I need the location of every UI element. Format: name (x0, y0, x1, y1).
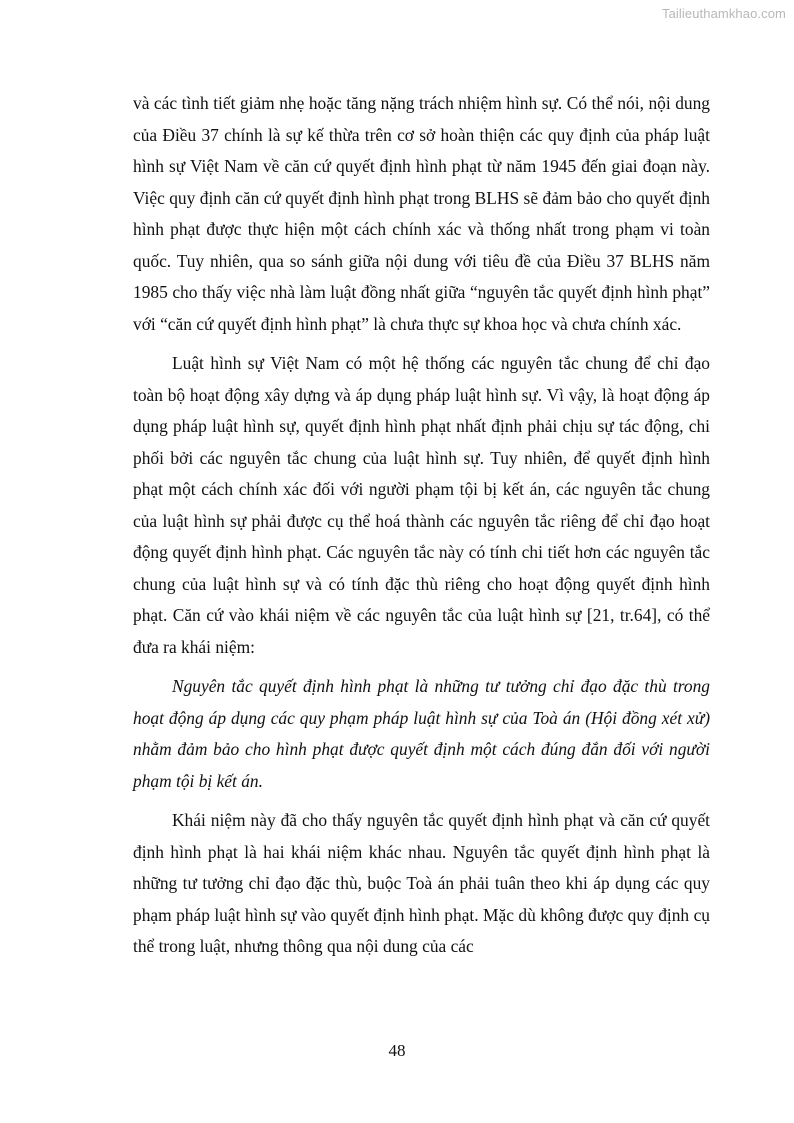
paragraph-concept-difference: Khái niệm này đã cho thấy nguyên tắc quyết định hình phạt và căn cứ quyết định hình phạt là hai khái niệm khác nhau. Nguyên tắc quyết định hình phạt là những tư tưởng chỉ đạo đặc thù, buộc Toà án phải tuân theo khi áp dụng các quy phạm pháp luật hình sự vào quyết định hình phạt. Mặc dù không được quy định cụ thể trong luật, nhưng thông qua nội dung của các (133, 810, 710, 956)
paragraph-continuation: và các tình tiết giảm nhẹ hoặc tăng nặng trách nhiệm hình sự. Có thể nói, nội dung của Điều 37 chính là sự kế thừa trên cơ sở hoàn thiện các quy định của pháp luật hình sự Việt Nam về căn cứ quyết định hình phạt từ năm 1945 đến giai đoạn này. Việc quy định căn cứ quyết định hình phạt trong BLHS sẽ đảm bảo cho quyết định hình phạt được thực hiện một cách chính xác và thống nhất trong phạm vi toàn quốc. Tuy nhiên, qua so sánh giữa nội dung với tiêu đề của Điều 37 BLHS năm 1985 cho thấy việc nhà làm luật đồng nhất giữa “nguyên tắc quyết định hình phạt” với “căn cứ quyết định hình phạt” là chưa thực sự khoa học và chưa chính xác. (133, 93, 710, 334)
page-number: 48 (388, 1041, 406, 1060)
paragraph-definition: Nguyên tắc quyết định hình phạt là những tư tưởng chỉ đạo đặc thù trong hoạt động áp dụng các quy phạm pháp luật hình sự của Toà án (Hội đồng xét xử) nhằm đảm bảo cho hình phạt được quyết định một cách đúng đắn đối với người phạm tội bị kết án. (133, 676, 710, 791)
watermark: Tailieuthamkhao.com (661, 6, 786, 21)
page-body (133, 88, 710, 971)
paragraph-principles: Luật hình sự Việt Nam có một hệ thống các nguyên tắc chung để chỉ đạo toàn bộ hoạt động xây dựng và áp dụng pháp luật hình sự. Vì vậy, là hoạt động áp dụng pháp luật hình sự, quyết định hình phạt nhất định phải chịu sự tác động, chi phối bởi các nguyên tắc chung của luật hình sự. Tuy nhiên, để quyết định hình phạt một cách chính xác đối với người phạm tội bị kết án, các nguyên tắc chung của luật hình sự phải được cụ thể hoá thành các nguyên tắc riêng để chỉ đạo hoạt động quyết định hình phạt. Các nguyên tắc này có tính chi tiết hơn các nguyên tắc chung của luật hình sự và có tính đặc thù riêng cho hoạt động quyết định hình phạt. Căn cứ vào khái niệm về các nguyên tắc của luật hình sự [21, tr.64], có thể đưa ra khái niệm: (133, 353, 710, 657)
